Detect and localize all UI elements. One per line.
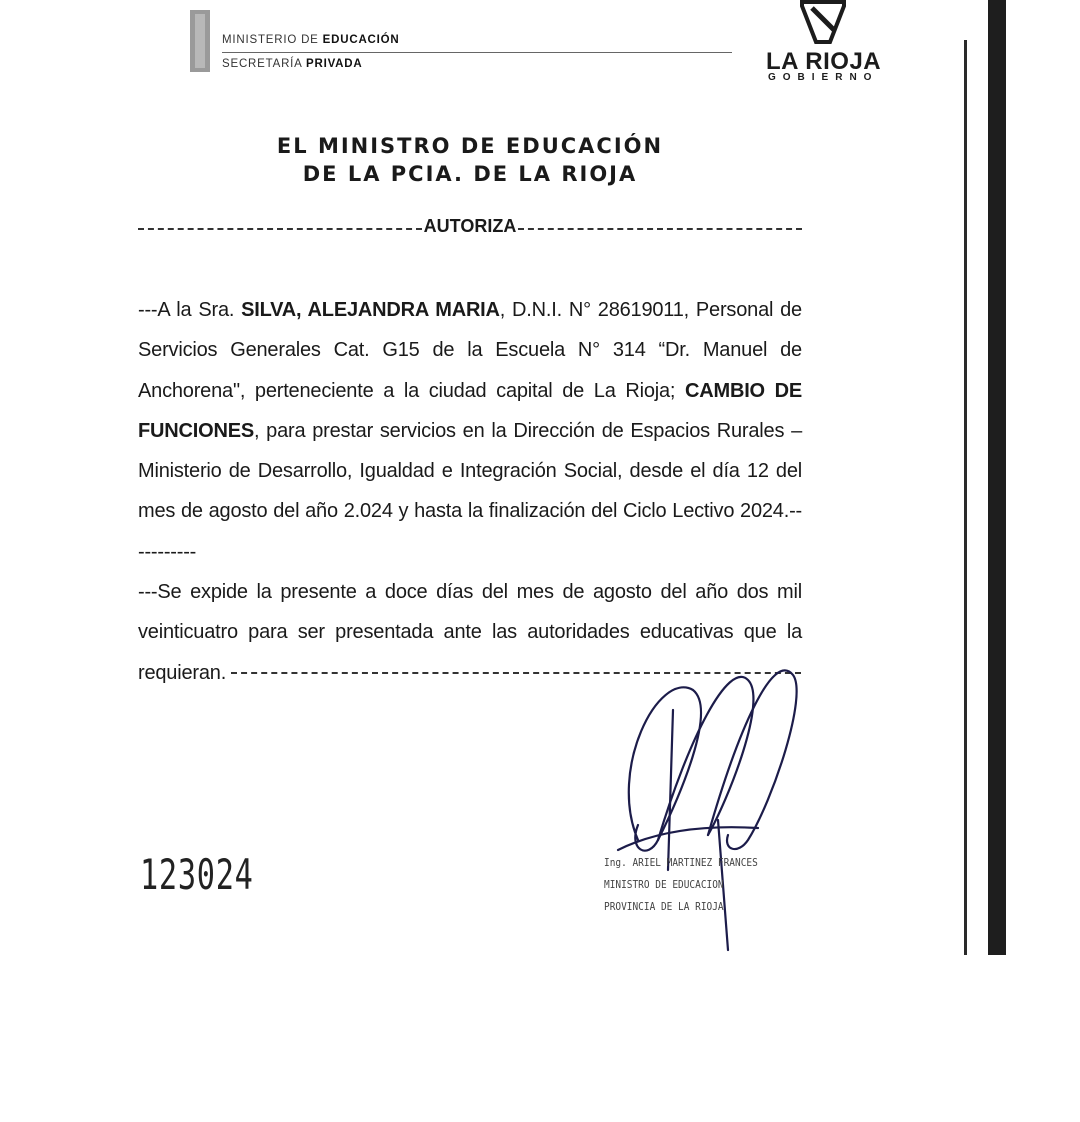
dash-left: [138, 228, 422, 230]
p1-conclusion: , para prestar servicios en la Dirección de Espacios Rurales – Ministerio de Desarrollo, Igualdad e Integración Social, desde el día 12 del mes de agosto del año 2.024 y hasta la finalización del Ciclo Lectivo 2024.-----------: [138, 419, 802, 563]
dash-right: [518, 228, 802, 230]
employee-name: SILVA, ALEJANDRA MARIA: [241, 299, 500, 321]
stamp-line-2: MINISTRO DE EDUCACION: [604, 878, 724, 891]
header-rule: [222, 52, 732, 53]
secretaria-name: [222, 58, 363, 70]
header-bar-mark: [190, 10, 210, 72]
ministry-prefix: MINISTERIO DE: [222, 34, 323, 46]
secretaria-prefix: SECRETARÍA: [222, 58, 306, 70]
autoriza-word: AUTORIZA: [423, 216, 517, 236]
secretaria-bold: PRIVADA: [306, 58, 363, 70]
p1-intro: ---A la Sra.: [138, 299, 242, 321]
scan-edge-bar: [988, 0, 1006, 955]
stamp-line-1: Ing. ARIEL MARTINEZ FRANCES: [604, 856, 758, 869]
stamp-line-3: PROVINCIA DE LA RIOJA: [604, 900, 724, 913]
logo-text: LA RIOJA: [766, 48, 882, 75]
la-rioja-logo-icon: [800, 0, 846, 44]
logo-subtitle: GOBIERNO: [768, 72, 879, 83]
change-of-functions: CAMBIO DE FUNCIONES: [138, 379, 802, 442]
paragraph-authorization: [138, 290, 802, 572]
official-stamp: [604, 852, 758, 918]
ministry-name: [222, 34, 400, 46]
autoriza-heading: [138, 216, 802, 237]
title-line-2: DE LA PCIA. DE LA RIOJA: [302, 162, 638, 186]
ministry-bold: EDUCACIÓN: [322, 34, 400, 46]
p2-text: ---Se expide la presente a doce días del mes de agosto del año dos mil veinticuatro para ser presentada ante las autoridades educativas que la requieran.: [138, 581, 802, 684]
document-number: 123024: [140, 850, 254, 899]
body-text: [138, 290, 802, 693]
page-edge-line: [964, 40, 967, 955]
p1-details: , D.N.I. N° 28619011, Personal de Servicios Generales Cat. G15 de la Escuela N° 314 “Dr. Manuel de Anchorena", perteneciente a la ciudad capital de La Rioja;: [138, 299, 802, 402]
title-line-1: EL MINISTRO DE EDUCACIÓN: [276, 134, 664, 158]
